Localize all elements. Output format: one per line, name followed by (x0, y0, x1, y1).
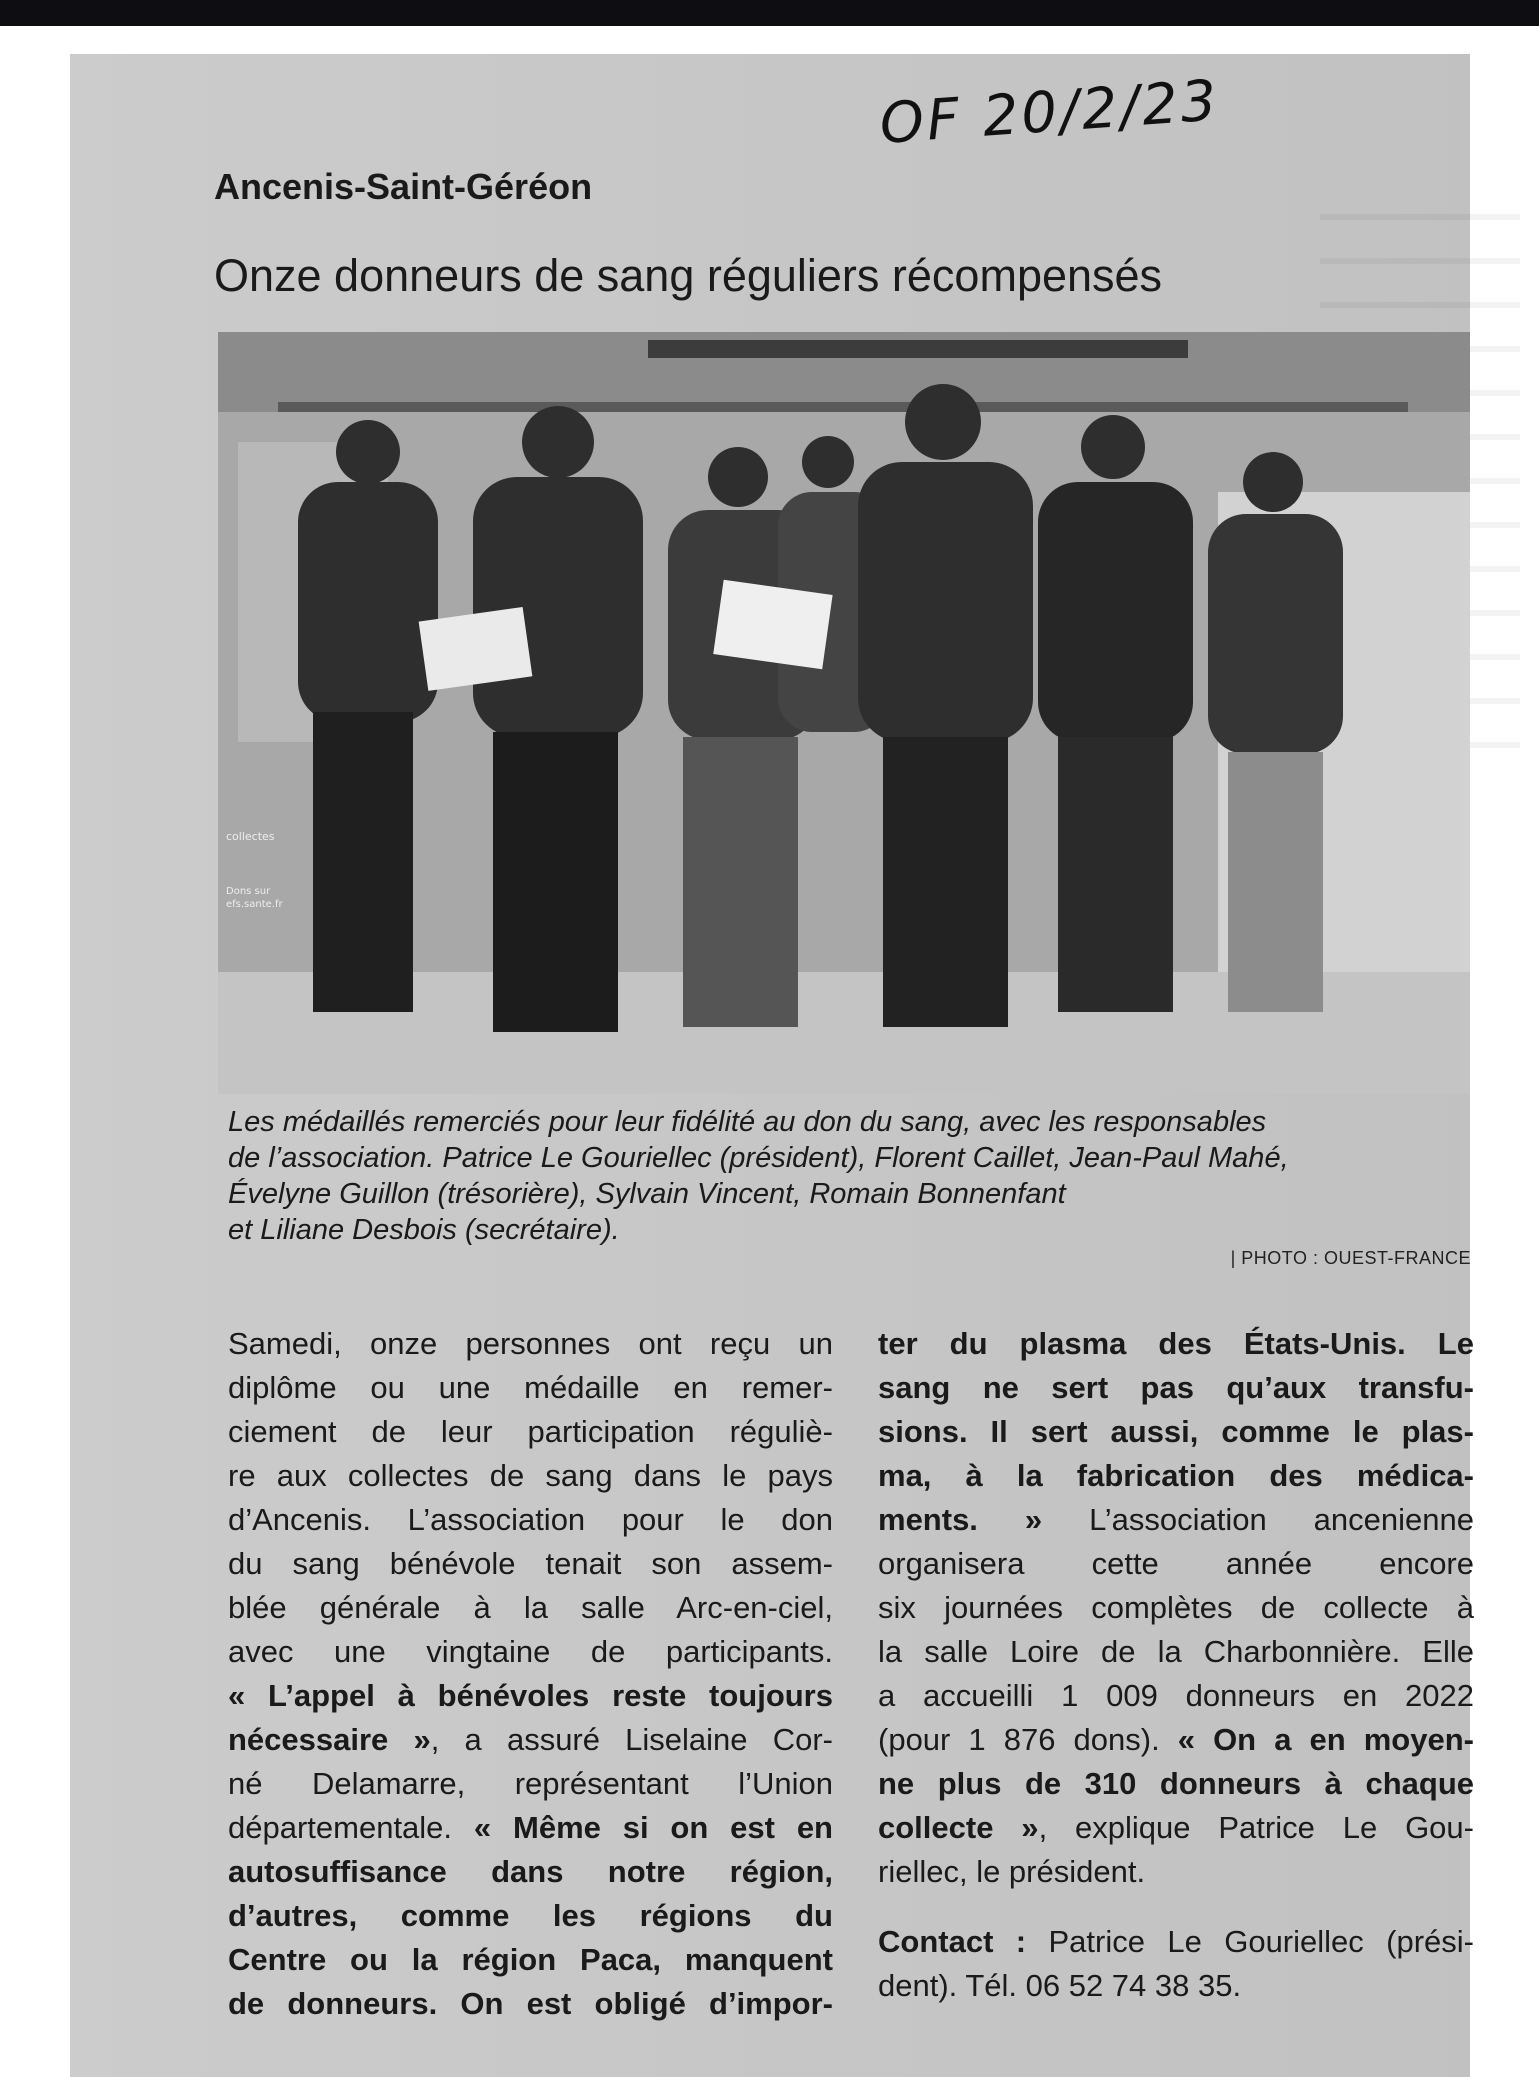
caption-line: Évelyne Guillon (trésorière), Sylvain Vincent, Romain Bonnenfant (228, 1178, 1066, 1210)
article-line (228, 1586, 833, 1630)
article-line (878, 1806, 1474, 1850)
photo-credit: | PHOTO : OUEST-FRANCE (1230, 1248, 1471, 1268)
article-line (228, 1894, 833, 1938)
article-text: dent). Tél. 06 52 74 38 35. (878, 1968, 1242, 2003)
article-line (228, 1366, 833, 1410)
sign-efs-url: efs.sante.fr (226, 899, 283, 910)
article-text: , a assuré Liselaine Cor- (430, 1722, 833, 1757)
article-text: diplôme ou une médaille en remer- (228, 1370, 833, 1405)
article-line (228, 1806, 833, 1850)
location-kicker: Ancenis-Saint-Géréon (214, 166, 593, 207)
article-quote-text: d’autres, comme les régions du (228, 1898, 833, 1933)
article-text: re aux collectes de sang dans le pays (228, 1458, 833, 1493)
article-column-right (878, 1322, 1474, 2008)
article-quote-text: sions. Il sert aussi, comme le plas- (878, 1414, 1474, 1449)
article-quote-text: Contact : (878, 1924, 1049, 1959)
article-line (878, 1762, 1474, 1806)
article-text: (pour 1 876 dons). (878, 1722, 1178, 1757)
article-line (878, 1718, 1474, 1762)
article-line (878, 1410, 1474, 1454)
handwritten-date-annotation: OF 20/2/23 (877, 68, 1222, 157)
article-text: riellec, le président. (878, 1854, 1146, 1889)
article-headline: Onze donneurs de sang réguliers récompensés (214, 250, 1163, 301)
article-line (228, 1850, 833, 1894)
article-text: d’Ancenis. L’association pour le don (228, 1502, 833, 1537)
article-text: six journées complètes de collecte à (878, 1590, 1474, 1625)
article-text: a accueilli 1 009 donneurs en 2022 (878, 1678, 1474, 1713)
article-text: né Delamarre, représentant l’Union (228, 1766, 833, 1801)
article-quote-text: « On a en moyen- (1177, 1722, 1474, 1757)
article-text: ciement de leur participation réguliè- (228, 1414, 833, 1449)
article-line (228, 1762, 833, 1806)
article-text: L’association ancenienne (1042, 1502, 1474, 1537)
article-quote-text: ne plus de 310 donneurs à chaque (878, 1766, 1474, 1801)
article-quote-text: de donneurs. On est obligé d’impor- (228, 1986, 833, 2021)
article-text: Patrice Le Gouriellec (prési- (1048, 1924, 1475, 1959)
sign-collectes: collectes (226, 830, 275, 843)
article-text: du sang bénévole tenait son assem- (228, 1546, 833, 1581)
article-line (878, 1542, 1474, 1586)
article-text: , explique Patrice Le Gou- (1038, 1810, 1474, 1845)
article-quote-text: ter du plasma des États-Unis. Le (878, 1326, 1474, 1361)
article-quote-text: « Même si on est en (473, 1810, 833, 1845)
scan-border-top (0, 0, 1539, 26)
article-quote-text: sang ne sert pas qu’aux transfu- (878, 1370, 1474, 1405)
article-line (228, 1718, 833, 1762)
article-line (878, 1322, 1474, 1366)
photo-caption (228, 1104, 1468, 1248)
article-line (878, 1454, 1474, 1498)
group-photo (218, 332, 1470, 1094)
article-quote-text: collecte » (878, 1810, 1039, 1845)
article-line (878, 1586, 1474, 1630)
article-line (228, 1498, 833, 1542)
article-line (878, 1498, 1474, 1542)
article-line (878, 1366, 1474, 1410)
article-text: avec une vingtaine de participants. (228, 1634, 833, 1669)
article-line (878, 1630, 1474, 1674)
article-text: Samedi, onze personnes ont reçu un (228, 1326, 833, 1361)
article-quote-text: nécessaire » (228, 1722, 431, 1757)
article-line (878, 1674, 1474, 1718)
article-quote-text: « L’appel à bénévoles reste toujours (228, 1678, 833, 1713)
article-quote-text: Centre ou la région Paca, manquent (228, 1942, 833, 1977)
article-line (878, 1964, 1474, 2008)
article-text: la salle Loire de la Charbonnière. Elle (878, 1634, 1474, 1669)
article-line (228, 1542, 833, 1586)
caption-line: Les médaillés remerciés pour leur fidélité au don du sang, avec les responsables (228, 1106, 1267, 1138)
article-quote-text: ments. » (878, 1502, 1043, 1537)
article-column-left (228, 1322, 833, 2026)
article-text: départementale. (228, 1810, 474, 1845)
article-quote-text: ma, à la fabrication des médica- (878, 1458, 1474, 1493)
article-quote-text: autosuffisance dans notre région, (228, 1854, 833, 1889)
caption-line: de l’association. Patrice Le Gouriellec (président), Florent Caillet, Jean-Paul Mahé, (228, 1142, 1289, 1174)
article-line (228, 1454, 833, 1498)
article-line (228, 1410, 833, 1454)
article-line (228, 1982, 833, 2026)
article-text: organisera cette année encore (878, 1546, 1474, 1581)
sign-dons-sur: Dons sur (226, 886, 271, 897)
article-line (878, 1850, 1474, 1894)
group-photo-drawing (218, 332, 1470, 1094)
caption-line: et Liliane Desbois (secrétaire). (228, 1214, 620, 1246)
article-line (878, 1920, 1474, 1964)
article-line (228, 1630, 833, 1674)
article-line (228, 1938, 833, 1982)
article-text: blée générale à la salle Arc-en-ciel, (228, 1590, 833, 1625)
article-line (228, 1674, 833, 1718)
article-line (228, 1322, 833, 1366)
paragraph-gap (878, 1894, 1474, 1920)
